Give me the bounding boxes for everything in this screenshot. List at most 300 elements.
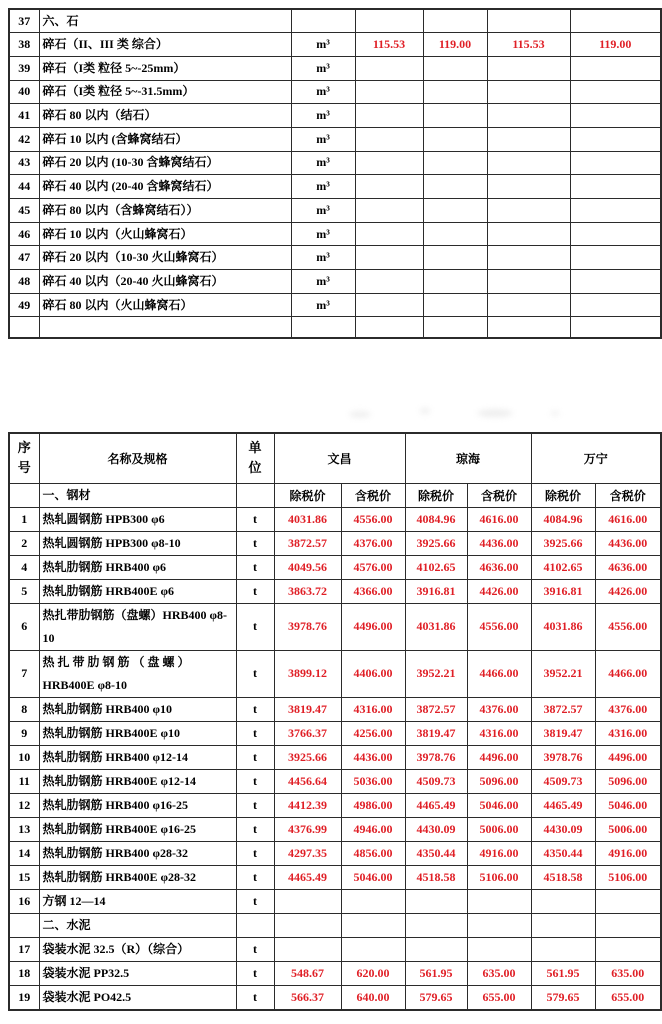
table-row — [9, 555, 661, 579]
item-unit: m³ — [291, 127, 355, 151]
item-unit: t — [236, 531, 274, 555]
price-cell: 4616.00 — [467, 507, 531, 531]
faint-watermark — [330, 400, 580, 424]
price-cell — [487, 151, 570, 175]
col-header-no — [9, 433, 39, 483]
price-cell — [570, 104, 661, 128]
table-row — [9, 317, 661, 338]
price-table-body — [9, 507, 661, 1010]
row-number: 11 — [9, 769, 39, 793]
item-name: 热轧圆钢筋 HPB300 φ6 — [39, 507, 236, 531]
price-cell: 4456.64 — [274, 769, 341, 793]
price-cell: 3899.12 — [274, 650, 341, 697]
price-cell: 561.95 — [531, 961, 595, 985]
price-cell: 3925.66 — [405, 531, 467, 555]
item-unit: t — [236, 603, 274, 650]
row-number: 13 — [9, 817, 39, 841]
price-cell: 5106.00 — [595, 865, 661, 889]
city-header-qionghai: 琼海 — [405, 433, 531, 483]
price-cell: 4436.00 — [595, 531, 661, 555]
price-cell: 3872.57 — [531, 697, 595, 721]
price-type-ex: 除税价 — [274, 483, 341, 507]
price-cell: 4350.44 — [405, 841, 467, 865]
item-name: 二、水泥 — [39, 913, 236, 937]
item-unit: t — [236, 817, 274, 841]
price-cell — [405, 889, 467, 913]
price-cell: 4049.56 — [274, 555, 341, 579]
table-row — [9, 507, 661, 531]
price-cell — [487, 80, 570, 104]
price-cell: 3952.21 — [405, 650, 467, 697]
row-number: 17 — [9, 937, 39, 961]
price-cell: 115.53 — [487, 33, 570, 57]
item-name: 热轧肋钢筋 HRB400E φ10 — [39, 721, 236, 745]
city-header-wanning: 万宁 — [531, 433, 661, 483]
item-name: 热轧肋钢筋 HRB400 φ28-32 — [39, 841, 236, 865]
price-type-ex: 除税价 — [405, 483, 467, 507]
price-cell — [355, 56, 423, 80]
price-cell — [570, 175, 661, 199]
price-cell: 5006.00 — [595, 817, 661, 841]
price-cell: 4916.00 — [467, 841, 531, 865]
price-cell: 3819.47 — [405, 721, 467, 745]
price-cell — [487, 56, 570, 80]
price-cell: 548.67 — [274, 961, 341, 985]
item-unit: t — [236, 650, 274, 697]
stone-table-body — [9, 9, 661, 338]
price-cell — [487, 127, 570, 151]
row-number: 14 — [9, 841, 39, 865]
item-name: 热轧肋钢筋 HRB400E φ16-25 — [39, 817, 236, 841]
item-name: 袋装水泥 PP32.5 — [39, 961, 236, 985]
price-cell — [423, 317, 487, 338]
item-name: 热轧肋钢筋 HRB400 φ6 — [39, 555, 236, 579]
price-cell: 4256.00 — [341, 721, 405, 745]
item-name: 袋装水泥 PO42.5 — [39, 985, 236, 1010]
price-cell — [423, 199, 487, 223]
item-unit: m³ — [291, 33, 355, 57]
price-cell — [595, 913, 661, 937]
table-row — [9, 841, 661, 865]
price-cell — [595, 937, 661, 961]
table-row — [9, 985, 661, 1010]
item-name: 碎石（I类 粒径 5~-25mm） — [39, 56, 291, 80]
item-name: 碎石 10 以内（火山蜂窝石） — [39, 222, 291, 246]
price-cell: 4376.00 — [341, 531, 405, 555]
price-cell — [355, 317, 423, 338]
price-cell: 4556.00 — [467, 603, 531, 650]
price-cell: 3819.47 — [274, 697, 341, 721]
price-cell — [423, 80, 487, 104]
item-name: 热轧圆钢筋 HPB300 φ8-10 — [39, 531, 236, 555]
item-name: 热轧肋钢筋 HRB400E φ6 — [39, 579, 236, 603]
price-cell: 4986.00 — [341, 793, 405, 817]
price-type-inc: 含税价 — [595, 483, 661, 507]
row-number: 2 — [9, 531, 39, 555]
price-cell — [570, 270, 661, 294]
item-name: 碎石 40 以内（20-40 火山蜂窝石） — [39, 270, 291, 294]
item-unit: t — [236, 507, 274, 531]
col-header-no-label: 序号 — [17, 440, 31, 476]
row-number: 42 — [9, 127, 39, 151]
price-cell: 4031.86 — [274, 507, 341, 531]
item-unit: m³ — [291, 246, 355, 270]
price-cell: 4376.99 — [274, 817, 341, 841]
item-unit: m³ — [291, 80, 355, 104]
price-cell — [570, 293, 661, 317]
price-cell — [423, 151, 487, 175]
price-cell — [355, 127, 423, 151]
price-table-header — [9, 433, 661, 507]
price-cell: 4496.00 — [595, 745, 661, 769]
price-cell: 5096.00 — [595, 769, 661, 793]
row-number: 47 — [9, 246, 39, 270]
row-number: 37 — [9, 9, 39, 33]
col-header-unit-label: 单位 — [248, 440, 262, 476]
item-unit: m³ — [291, 293, 355, 317]
table-row — [9, 246, 661, 270]
price-cell: 4426.00 — [595, 579, 661, 603]
price-cell: 4946.00 — [341, 817, 405, 841]
price-cell: 4465.49 — [405, 793, 467, 817]
price-cell — [570, 80, 661, 104]
price-cell: 4465.49 — [274, 865, 341, 889]
price-cell — [531, 913, 595, 937]
item-unit: t — [236, 937, 274, 961]
item-name: 碎石（II、III 类 综合） — [39, 33, 291, 57]
price-cell: 635.00 — [595, 961, 661, 985]
price-cell — [570, 127, 661, 151]
table-row — [9, 80, 661, 104]
price-cell — [355, 293, 423, 317]
price-cell — [570, 317, 661, 338]
price-cell: 4556.00 — [341, 507, 405, 531]
price-cell — [487, 246, 570, 270]
price-cell — [355, 175, 423, 199]
price-type-inc: 含税价 — [341, 483, 405, 507]
price-cell — [423, 104, 487, 128]
price-cell: 4376.00 — [467, 697, 531, 721]
price-cell — [355, 270, 423, 294]
city-header-wenchang: 文昌 — [274, 433, 405, 483]
price-cell: 3872.57 — [274, 531, 341, 555]
price-cell: 5046.00 — [341, 865, 405, 889]
price-cell: 3978.76 — [405, 745, 467, 769]
table-row — [9, 913, 661, 937]
table-row — [9, 865, 661, 889]
item-unit: m³ — [291, 222, 355, 246]
price-cell: 3925.66 — [531, 531, 595, 555]
row-number: 40 — [9, 80, 39, 104]
table-row — [9, 151, 661, 175]
table-row — [9, 531, 661, 555]
table-row — [9, 222, 661, 246]
price-cell — [341, 913, 405, 937]
price-cell — [423, 270, 487, 294]
table-row — [9, 56, 661, 80]
table-row — [9, 793, 661, 817]
price-cell — [355, 104, 423, 128]
row-number: 18 — [9, 961, 39, 985]
price-cell — [274, 913, 341, 937]
price-cell: 4084.96 — [405, 507, 467, 531]
price-cell: 4406.00 — [341, 650, 405, 697]
table-row — [9, 175, 661, 199]
price-cell: 4102.65 — [405, 555, 467, 579]
empty-cell — [236, 483, 274, 507]
price-cell: 3916.81 — [405, 579, 467, 603]
item-name: 碎石 80 以内（含蜂窝结石）） — [39, 199, 291, 223]
item-name: 方钢 12—14 — [39, 889, 236, 913]
item-unit — [291, 9, 355, 33]
price-cell: 4556.00 — [595, 603, 661, 650]
price-cell: 4856.00 — [341, 841, 405, 865]
price-cell — [423, 127, 487, 151]
price-cell: 635.00 — [467, 961, 531, 985]
price-cell — [355, 80, 423, 104]
item-unit: t — [236, 793, 274, 817]
price-cell: 561.95 — [405, 961, 467, 985]
price-cell — [487, 222, 570, 246]
price-cell: 4350.44 — [531, 841, 595, 865]
price-cell: 3872.57 — [405, 697, 467, 721]
item-name: 碎石 20 以内（10-30 火山蜂窝石） — [39, 246, 291, 270]
table-row — [9, 33, 661, 57]
col-header-name: 名称及规格 — [39, 433, 236, 483]
item-unit: m³ — [291, 199, 355, 223]
price-cell: 4316.00 — [595, 721, 661, 745]
row-number: 1 — [9, 507, 39, 531]
price-cell: 5036.00 — [341, 769, 405, 793]
price-cell: 579.65 — [405, 985, 467, 1010]
row-number: 44 — [9, 175, 39, 199]
row-number: 43 — [9, 151, 39, 175]
item-unit: t — [236, 745, 274, 769]
price-cell — [423, 56, 487, 80]
item-unit: t — [236, 841, 274, 865]
item-name: 碎石 80 以内（结石） — [39, 104, 291, 128]
price-cell: 4031.86 — [531, 603, 595, 650]
item-unit: t — [236, 865, 274, 889]
item-unit: m³ — [291, 104, 355, 128]
price-cell: 566.37 — [274, 985, 341, 1010]
item-name: 碎石 10 以内 (含蜂窝结石） — [39, 127, 291, 151]
item-unit: t — [236, 697, 274, 721]
row-number: 4 — [9, 555, 39, 579]
header-row — [9, 433, 661, 483]
price-cell: 3978.76 — [274, 603, 341, 650]
price-cell: 4376.00 — [595, 697, 661, 721]
price-cell: 3766.37 — [274, 721, 341, 745]
price-cell: 620.00 — [341, 961, 405, 985]
price-cell: 4316.00 — [341, 697, 405, 721]
price-cell: 4031.86 — [405, 603, 467, 650]
price-cell — [341, 889, 405, 913]
item-name: 热轧肋钢筋 HRB400E φ28-32 — [39, 865, 236, 889]
price-cell: 3916.81 — [531, 579, 595, 603]
row-number: 19 — [9, 985, 39, 1010]
row-number: 48 — [9, 270, 39, 294]
price-cell: 4436.00 — [341, 745, 405, 769]
price-cell: 3952.21 — [531, 650, 595, 697]
price-cell — [405, 913, 467, 937]
row-number: 9 — [9, 721, 39, 745]
item-unit: t — [236, 721, 274, 745]
price-cell: 655.00 — [467, 985, 531, 1010]
row-number — [9, 317, 39, 338]
price-cell: 4518.58 — [405, 865, 467, 889]
table-row — [9, 769, 661, 793]
price-cell: 4436.00 — [467, 531, 531, 555]
price-cell: 579.65 — [531, 985, 595, 1010]
item-name: 袋装水泥 32.5（R）（综合） — [39, 937, 236, 961]
price-cell: 4102.65 — [531, 555, 595, 579]
row-number: 16 — [9, 889, 39, 913]
price-cell — [487, 317, 570, 338]
price-cell — [570, 199, 661, 223]
price-cell: 4426.00 — [467, 579, 531, 603]
price-cell — [531, 889, 595, 913]
row-number: 8 — [9, 697, 39, 721]
table-row — [9, 937, 661, 961]
item-name: 碎石 40 以内 (20-40 含蜂窝结石） — [39, 175, 291, 199]
price-cell: 4465.49 — [531, 793, 595, 817]
price-cell — [355, 246, 423, 270]
price-cell — [487, 199, 570, 223]
price-cell: 5046.00 — [595, 793, 661, 817]
col-header-unit — [236, 433, 274, 483]
table-row — [9, 961, 661, 985]
item-unit — [236, 913, 274, 937]
price-cell — [467, 913, 531, 937]
price-cell: 4509.73 — [531, 769, 595, 793]
price-cell — [487, 175, 570, 199]
stone-price-table — [8, 8, 662, 339]
price-cell: 4496.00 — [467, 745, 531, 769]
table-row — [9, 817, 661, 841]
row-number: 45 — [9, 199, 39, 223]
subheader-row — [9, 483, 661, 507]
item-unit: m³ — [291, 151, 355, 175]
item-unit: t — [236, 889, 274, 913]
item-name: 碎石（I类 粒径 5~-31.5mm） — [39, 80, 291, 104]
item-unit: m³ — [291, 270, 355, 294]
item-name — [39, 317, 291, 338]
price-cell — [487, 104, 570, 128]
table-row — [9, 889, 661, 913]
table-row — [9, 293, 661, 317]
price-cell: 4636.00 — [595, 555, 661, 579]
price-cell: 4297.35 — [274, 841, 341, 865]
table-row — [9, 650, 661, 697]
price-cell: 4576.00 — [341, 555, 405, 579]
price-cell: 5006.00 — [467, 817, 531, 841]
price-cell: 5106.00 — [467, 865, 531, 889]
row-number: 12 — [9, 793, 39, 817]
price-cell: 115.53 — [355, 33, 423, 57]
price-cell — [341, 937, 405, 961]
price-cell — [423, 246, 487, 270]
price-cell — [355, 199, 423, 223]
price-cell: 4430.09 — [531, 817, 595, 841]
price-cell — [570, 9, 661, 33]
price-type-inc: 含税价 — [467, 483, 531, 507]
row-number: 7 — [9, 650, 39, 697]
price-cell: 5096.00 — [467, 769, 531, 793]
table-row — [9, 104, 661, 128]
item-name: 热扎带肋钢筋（盘螺）HRB400 φ8-10 — [39, 603, 236, 650]
price-cell: 4466.00 — [595, 650, 661, 697]
row-number — [9, 913, 39, 937]
row-number: 41 — [9, 104, 39, 128]
row-number: 49 — [9, 293, 39, 317]
price-cell — [274, 889, 341, 913]
item-name: 热 扎 带 肋 钢 筋 （ 盘 螺 ） HRB400E φ8-10 — [39, 650, 236, 697]
table-row — [9, 9, 661, 33]
item-unit: t — [236, 769, 274, 793]
price-cell — [595, 889, 661, 913]
item-unit: t — [236, 555, 274, 579]
price-cell: 4430.09 — [405, 817, 467, 841]
table-row — [9, 603, 661, 650]
item-name: 六、石 — [39, 9, 291, 33]
price-cell — [570, 151, 661, 175]
price-cell — [570, 56, 661, 80]
table-row — [9, 697, 661, 721]
row-number: 46 — [9, 222, 39, 246]
price-cell: 4518.58 — [531, 865, 595, 889]
item-unit: t — [236, 961, 274, 985]
price-cell — [423, 222, 487, 246]
row-number: 15 — [9, 865, 39, 889]
price-cell: 3978.76 — [531, 745, 595, 769]
price-cell: 119.00 — [423, 33, 487, 57]
price-cell: 4466.00 — [467, 650, 531, 697]
price-cell: 4616.00 — [595, 507, 661, 531]
row-number: 38 — [9, 33, 39, 57]
price-cell: 3925.66 — [274, 745, 341, 769]
price-cell: 4916.00 — [595, 841, 661, 865]
table-row — [9, 270, 661, 294]
price-cell — [487, 9, 570, 33]
price-cell: 4496.00 — [341, 603, 405, 650]
price-cell: 119.00 — [570, 33, 661, 57]
empty-cell — [9, 483, 39, 507]
price-cell — [405, 937, 467, 961]
table-row — [9, 745, 661, 769]
price-cell: 4316.00 — [467, 721, 531, 745]
price-cell: 3819.47 — [531, 721, 595, 745]
price-cell: 4509.73 — [405, 769, 467, 793]
item-unit: m³ — [291, 56, 355, 80]
price-cell — [423, 293, 487, 317]
table-row — [9, 721, 661, 745]
price-type-ex: 除税价 — [531, 483, 595, 507]
price-cell — [355, 222, 423, 246]
price-cell — [570, 222, 661, 246]
item-unit: m³ — [291, 175, 355, 199]
item-name: 热轧肋钢筋 HRB400E φ12-14 — [39, 769, 236, 793]
item-name: 热轧肋钢筋 HRB400 φ12-14 — [39, 745, 236, 769]
row-number: 6 — [9, 603, 39, 650]
item-name: 碎石 80 以内（火山蜂窝石） — [39, 293, 291, 317]
table-row — [9, 199, 661, 223]
steel-cement-price-table — [8, 432, 662, 1011]
price-cell — [531, 937, 595, 961]
price-cell: 4412.39 — [274, 793, 341, 817]
price-cell — [487, 293, 570, 317]
section-steel-label: 一、钢材 — [39, 483, 236, 507]
